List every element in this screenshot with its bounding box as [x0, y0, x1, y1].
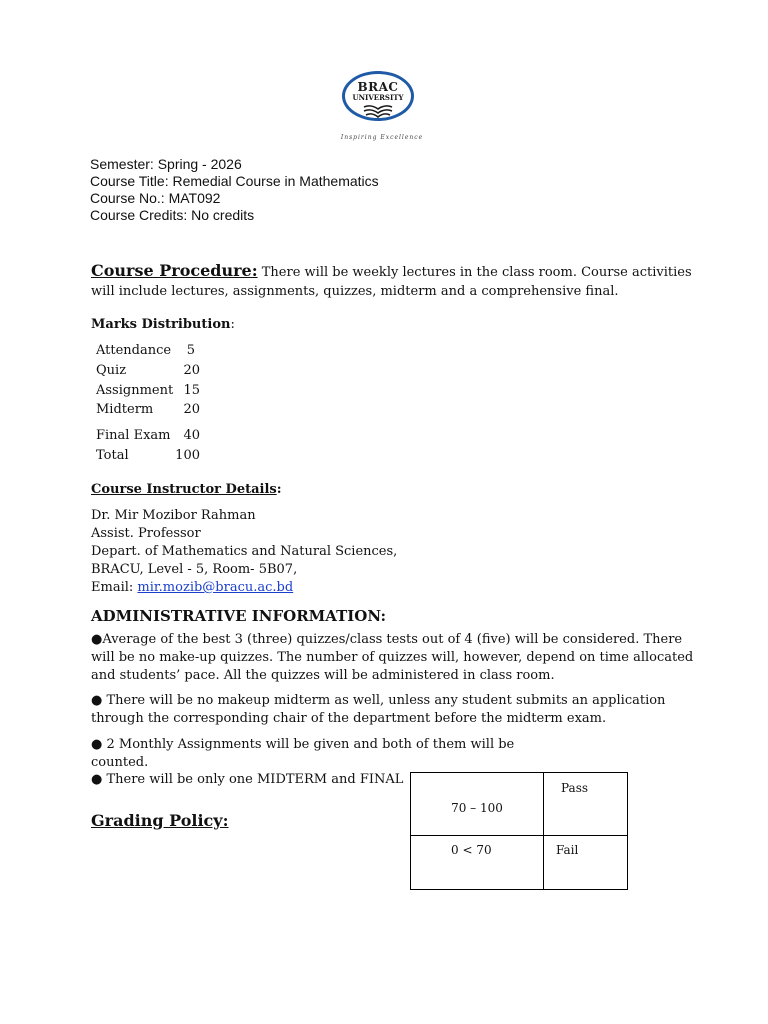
- marks-label: Assignment: [96, 383, 174, 398]
- admin-paragraph-1: [91, 631, 694, 685]
- grading-policy-heading: Grading Policy:: [91, 811, 229, 830]
- instructor-heading-colon: :: [276, 482, 282, 497]
- marks-value: 20: [183, 363, 200, 378]
- admin-p3-line2: counted.: [91, 755, 149, 770]
- marks-value: 100: [175, 448, 200, 463]
- grade-range-cell: 70 – 100: [411, 773, 544, 836]
- course-procedure-text-2: will include lectures, assignments, quizzes, midterm and a comprehensive final.: [91, 284, 619, 299]
- logo-brac-text: BRAC: [357, 80, 399, 94]
- logo-university-text: UNIVERSITY: [352, 93, 404, 102]
- open-book-icon: [362, 104, 394, 118]
- grading-table: [410, 772, 628, 890]
- admin-p1-line3: and students’ pace. All the quizzes will be administered in class room.: [91, 668, 555, 683]
- marks-distribution-colon: :: [230, 317, 235, 332]
- instructor-heading: [91, 481, 282, 499]
- marks-label: Midterm: [96, 402, 154, 417]
- marks-label: Final Exam: [96, 428, 171, 443]
- marks-value: 5: [186, 343, 195, 358]
- admin-p1-line2: will be no make-up quizzes. The number of quizzes will, however, depend on time allocated: [91, 650, 694, 665]
- marks-label: Quiz: [96, 363, 127, 378]
- course-credits-line: Course Credits: No credits: [90, 207, 255, 223]
- admin-paragraph-3: [91, 736, 691, 772]
- marks-label: Attendance: [96, 343, 172, 358]
- brac-university-logo: [326, 68, 438, 148]
- logo-tagline: Inspiring Excellence: [340, 134, 424, 141]
- instructor-title: Assist. Professor: [91, 526, 201, 541]
- table-row: [411, 773, 628, 836]
- admin-p2-line1: ● There will be no makeup midterm as well, unless any student submits an application: [91, 693, 666, 708]
- marks-value: 15: [183, 383, 200, 398]
- table-row: [411, 836, 628, 890]
- email-link[interactable]: mir.mozib@bracu.ac.bd: [137, 580, 294, 595]
- admin-p1-line1: ●Average of the best 3 (three) quizzes/class tests out of 4 (five) will be considered. There: [91, 632, 683, 647]
- admin-p2-line2: through the corresponding chair of the department before the midterm exam.: [91, 711, 607, 726]
- instructor-email-line: [91, 579, 293, 597]
- grade-result-cell: [544, 773, 628, 836]
- instructor-heading-title: Course Instructor Details: [91, 482, 277, 497]
- course-no-line: Course No.: MAT092: [90, 190, 221, 206]
- marks-label: Total: [96, 448, 129, 463]
- admin-heading: ADMINISTRATIVE INFORMATION:: [91, 607, 387, 625]
- course-title-line: Course Title: Remedial Course in Mathematics: [90, 173, 379, 189]
- semester-line: Semester: Spring - 2026: [90, 156, 242, 172]
- email-label: Email:: [91, 580, 138, 595]
- instructor-name: Dr. Mir Mozibor Rahman: [91, 508, 256, 523]
- course-procedure-line1: [91, 262, 731, 282]
- marks-distribution-heading: [91, 316, 235, 334]
- marks-distribution-title: Marks Distribution: [91, 317, 231, 332]
- course-procedure-text-1: There will be weekly lectures in the class room. Course activities: [261, 265, 692, 280]
- grade-range-cell: 0 < 70: [411, 836, 544, 890]
- instructor-location: BRACU, Level - 5, Room- 5B07,: [91, 562, 298, 577]
- course-procedure-heading: Course Procedure:: [91, 261, 258, 280]
- marks-value: 20: [183, 402, 200, 417]
- instructor-department: Depart. of Mathematics and Natural Sciences,: [91, 544, 398, 559]
- grade-result-cell: Fail: [544, 836, 628, 890]
- admin-p3-line1: ● 2 Monthly Assignments will be given and both of them will be: [91, 737, 515, 752]
- grade-result-text: Pass: [561, 781, 589, 795]
- admin-paragraph-2: [91, 692, 691, 728]
- admin-p4-line1: ● There will be only one MIDTERM and FINAL: [91, 772, 404, 787]
- marks-value: 40: [183, 428, 200, 443]
